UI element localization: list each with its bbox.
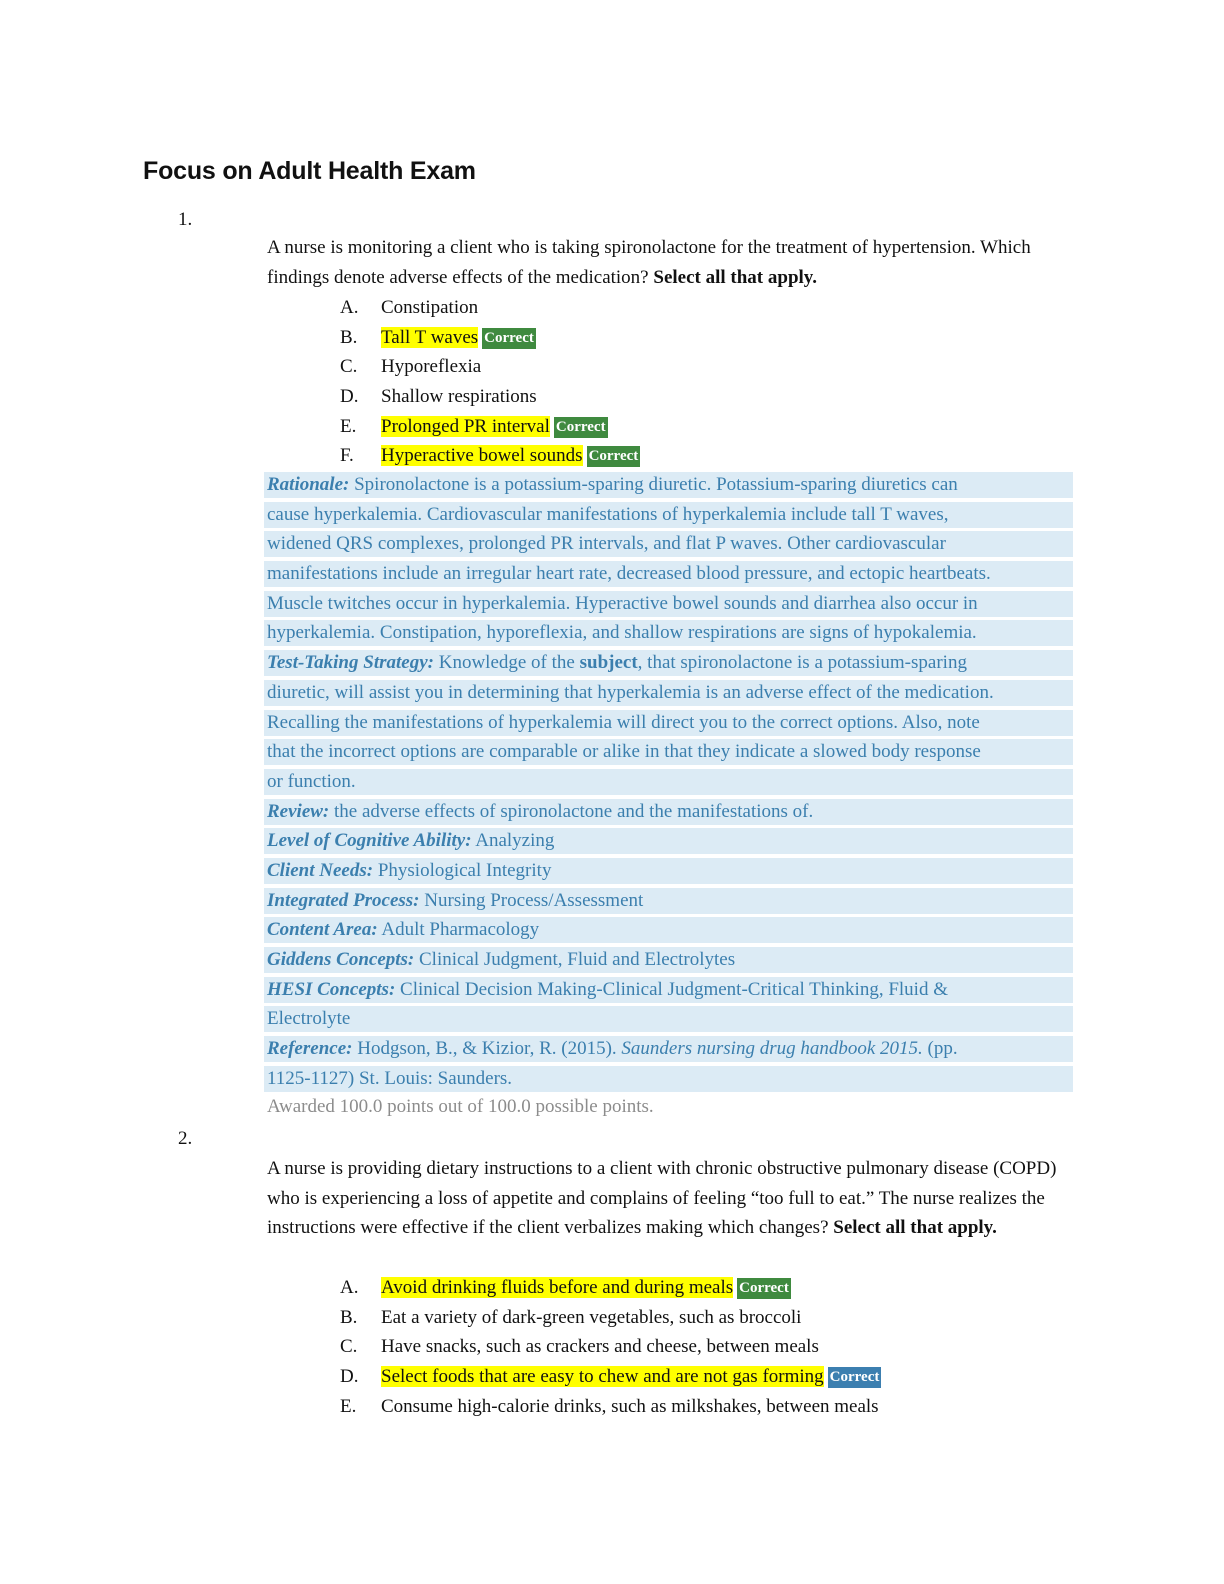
reference-text: Hodgson, B., & Kizior, R. (2015).	[352, 1038, 622, 1060]
option-text: Tall T waves	[381, 326, 479, 348]
stem-text: A nurse is monitoring a client who is taking spironolactone for the treatment of hypertension. Which findings denote adverse effects of the medication?	[267, 237, 1031, 288]
rationale-line: Muscle twitches occur in hyperkalemia. Hyperactive bowel sounds and diarrhea also occur in	[264, 591, 1073, 617]
strategy-text: Knowledge of the	[433, 652, 580, 674]
option-letter: B.	[340, 1306, 358, 1328]
client-needs-text: Physiological Integrity	[373, 859, 552, 881]
cognitive-label: Level of Cognitive Ability:	[267, 830, 472, 852]
hesi-label: HESI Concepts:	[267, 978, 396, 1000]
option-text: Shallow respirations	[381, 386, 537, 408]
rationale-line: widened QRS complexes, prolonged PR intervals, and flat P waves. Other cardiovascular	[264, 531, 1073, 557]
option-text: Consume high-calorie drinks, such as milkshakes, between meals	[381, 1395, 879, 1417]
option-text: Prolonged PR interval	[381, 415, 550, 437]
answer-option[interactable]	[340, 323, 640, 353]
option-text: Have snacks, such as crackers and cheese, between meals	[381, 1336, 819, 1358]
question-number: 1.	[178, 209, 193, 230]
answer-options	[340, 293, 640, 471]
rationale-line: manifestations include an irregular heart rate, decreased blood pressure, and ectopic heartbeats.	[264, 561, 1073, 587]
rationale-line: cause hyperkalemia. Cardiovascular manifestations of hyperkalemia include tall T waves,	[264, 502, 1073, 528]
reference-label: Reference:	[267, 1038, 353, 1060]
reference-line: 1125-1127) St. Louis: Saunders.	[264, 1066, 1073, 1092]
reference-line	[264, 1036, 1073, 1062]
question-stem	[267, 233, 1077, 292]
answer-option[interactable]	[340, 293, 640, 323]
question-number: 2.	[178, 1128, 193, 1149]
correct-badge: Correct	[587, 446, 641, 467]
answer-option[interactable]	[340, 1303, 881, 1333]
rationale-label: Rationale:	[267, 474, 350, 495]
giddens-text: Clinical Judgment, Fluid and Electrolytes	[414, 949, 736, 970]
stem-instruction: Select all that apply.	[653, 266, 817, 288]
hesi-line	[264, 977, 1073, 1003]
answer-option[interactable]	[340, 1332, 881, 1362]
option-text: Hyporeflexia	[381, 356, 482, 378]
option-letter: A.	[340, 297, 359, 318]
correct-badge: Correct	[737, 1278, 791, 1299]
option-text: Eat a variety of dark-green vegetables, such as broccoli	[381, 1306, 802, 1328]
option-letter: C.	[340, 1336, 358, 1358]
answer-option[interactable]	[340, 352, 640, 382]
strategy-line: diuretic, will assist you in determining that hyperkalemia is an adverse effect of the medication.	[264, 680, 1073, 706]
content-area-line	[264, 917, 1073, 943]
question-stem	[267, 1154, 1077, 1243]
review-text: the adverse effects of spironolactone and the manifestations of.	[329, 800, 814, 822]
client-needs-line	[264, 858, 1073, 884]
client-needs-label: Client Needs:	[267, 859, 374, 881]
option-text: Avoid drinking fluids before and during meals	[381, 1277, 734, 1298]
reference-title: Saunders nursing drug handbook 2015.	[621, 1038, 923, 1060]
correct-badge: Correct	[554, 417, 608, 438]
rationale-line: hyperkalemia. Constipation, hyporeflexia, and shallow respirations are signs of hypokalemia.	[264, 620, 1073, 646]
answer-option[interactable]	[340, 412, 640, 442]
stem-instruction: Select all that apply.	[833, 1217, 997, 1239]
correct-badge: Correct	[828, 1367, 882, 1388]
option-letter: D.	[340, 386, 359, 408]
giddens-label: Giddens Concepts:	[267, 949, 415, 970]
strategy-line	[264, 650, 1073, 676]
option-text: Select foods that are easy to chew and are not gas forming	[381, 1366, 824, 1388]
giddens-line	[264, 947, 1073, 973]
answer-option[interactable]	[340, 382, 640, 412]
option-letter: B.	[340, 326, 358, 348]
rationale-line	[264, 472, 1073, 498]
option-letter: E.	[340, 415, 357, 437]
reference-text: (pp.	[922, 1038, 958, 1060]
review-label: Review:	[267, 800, 330, 822]
content-area-text: Adult Pharmacology	[377, 919, 540, 941]
review-line	[264, 799, 1073, 825]
hesi-text: Clinical Decision Making-Clinical Judgment-Critical Thinking, Fluid &	[395, 978, 948, 1000]
strategy-line: Recalling the manifestations of hyperkalemia will direct you to the correct options. Also, note	[264, 710, 1073, 736]
strategy-line: or function.	[264, 769, 1073, 795]
option-letter: C.	[340, 356, 358, 378]
answer-option[interactable]	[340, 1392, 881, 1422]
cognitive-text: Analyzing	[471, 830, 555, 852]
rationale-text: Spironolactone is a potassium-sparing diuretic. Potassium-sparing diuretics can	[349, 474, 958, 495]
process-label: Integrated Process:	[267, 889, 420, 911]
answer-option[interactable]	[340, 1273, 881, 1303]
strategy-label: Test-Taking Strategy:	[267, 652, 434, 674]
option-letter: F.	[340, 445, 354, 467]
option-text: Constipation	[381, 297, 479, 318]
stem-text: A nurse is providing dietary instructions to a client with chronic obstructive pulmonary disease (COPD) who is experiencing a loss of appetite and complains of feeling “too full to eat.” The nurse realizes the instructions were effective if the client verbalizes making which changes?	[267, 1158, 1057, 1239]
process-line	[264, 888, 1073, 914]
option-letter: E.	[340, 1395, 357, 1417]
strategy-subject: subject	[579, 652, 638, 674]
hesi-line: Electrolyte	[264, 1006, 1073, 1032]
answer-options	[340, 1273, 881, 1421]
answer-option[interactable]	[340, 1362, 881, 1392]
rationale-block	[264, 472, 1073, 1095]
content-area-label: Content Area:	[267, 919, 378, 941]
option-letter: A.	[340, 1277, 359, 1298]
page-title: Focus on Adult Health Exam	[143, 157, 476, 185]
strategy-text: , that spironolactone is a potassium-sparing	[637, 652, 967, 674]
awarded-points: Awarded 100.0 points out of 100.0 possible points.	[267, 1096, 654, 1117]
answer-option[interactable]	[340, 441, 640, 471]
correct-badge: Correct	[482, 328, 536, 349]
cognitive-line	[264, 828, 1073, 854]
strategy-line: that the incorrect options are comparable or alike in that they indicate a slowed body response	[264, 739, 1073, 765]
option-letter: D.	[340, 1366, 359, 1388]
process-text: Nursing Process/Assessment	[419, 889, 644, 911]
option-text: Hyperactive bowel sounds	[381, 445, 583, 467]
